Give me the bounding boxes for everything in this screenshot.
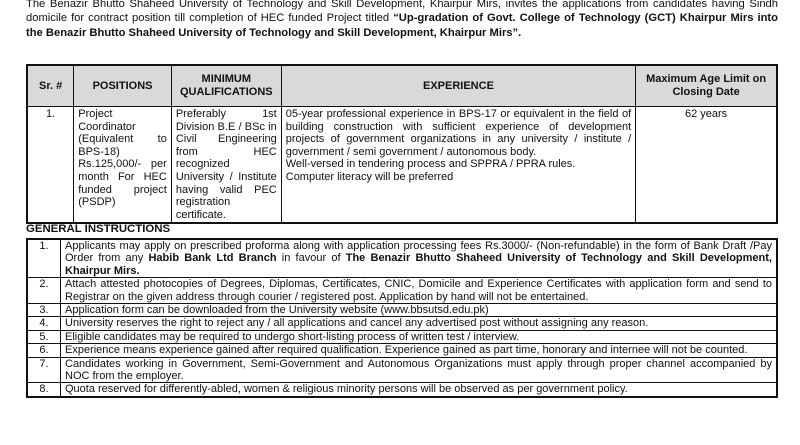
instruction-number: 5. <box>27 330 61 343</box>
experience-line-3: Computer literacy will be preferred <box>285 170 454 183</box>
intro-paragraph <box>26 0 778 40</box>
instruction-number: 1. <box>27 239 61 278</box>
instruction-number: 3. <box>27 304 61 317</box>
intro-text: The Benazir Bhutto Shaheed University of Technology and Skill Development, Khairpur Mirs, invites the applications from candidates having Sindh domicile for contract position till completion of HEC funded Project titled <box>26 0 778 25</box>
instruction-number: 2. <box>27 278 61 304</box>
experience-line-2: Well-versed in tendering process and SPPRA / PPRA rules. <box>285 158 576 171</box>
project-title: “Up-gradation of Govt. College of Technology (GCT) Khairpur Mirs into the Benazir Bhutto Shaheed University of Technology and Skill Development, Khairpur Mirs”. <box>26 12 778 39</box>
instruction-row <box>27 330 777 343</box>
instruction-text: Eligible candidates may be required to undergo short-listing process of written test / interview. <box>61 330 778 343</box>
experience-line-1: 05-year professional experience in BPS-17 or equivalent in the field of building construction with sufficient experience of development projects of government organizations in any university / institute / government / semi government / autonomous body. <box>285 108 632 158</box>
instruction-row <box>27 383 777 397</box>
position-qualification: Preferably 1st Division B.E / BSc in Civil Engineering from HEC recognized University / Institute having valid PEC registration certificate. <box>171 107 281 224</box>
position-age-limit: 62 years <box>636 107 777 224</box>
header-sr: Sr. # <box>27 65 74 107</box>
instruction-text: Experience means experience gained after required qualification. Experience gained as part time, honorary and internee will not be counted. <box>61 344 778 357</box>
position-experience <box>281 107 635 224</box>
instruction-row <box>27 239 777 278</box>
instruction-text: University reserves the right to reject any / all applications and cancel any advertised post without assigning any reason. <box>61 317 778 330</box>
instruction-1-university: The Benazir Bhutto Shaheed University of Technology and Skill Development, Khairpur Mirs. <box>65 252 772 277</box>
instruction-row <box>27 344 777 357</box>
instruction-row <box>27 357 777 383</box>
instruction-1-part-2: in favour of <box>276 252 346 265</box>
instruction-row <box>27 278 777 304</box>
positions-header-row <box>27 65 777 107</box>
header-age-limit: Maximum Age Limit on Closing Date <box>636 65 777 107</box>
instruction-row <box>27 317 777 330</box>
instruction-text: Candidates working in Government, Semi-Government and Autonomous Organizations must apply through proper channel accompanied by NOC from the employer. <box>61 357 778 383</box>
instruction-text: Quota reserved for differently-abled, women & religious minority persons will be observed as per government policy. <box>61 383 778 397</box>
instruction-number: 7. <box>27 357 61 383</box>
position-name: Project Coordinator (Equivalent to BPS-18) Rs.125,000/- per month For HEC funded project (PSDP) <box>74 107 172 224</box>
instruction-text: Application form can be downloaded from the University website (www.bbsutsd.edu.pk) <box>61 304 778 317</box>
general-instructions-title: GENERAL INSTRUCTIONS <box>26 223 171 235</box>
instruction-number: 6. <box>27 344 61 357</box>
general-instructions-table <box>26 238 778 398</box>
instruction-number: 4. <box>27 317 61 330</box>
header-experience: EXPERIENCE <box>281 65 635 107</box>
header-positions: POSITIONS <box>74 65 172 107</box>
instruction-1-part-1: Applicants may apply on prescribed proforma along with application processing fees Rs.3000/- (Non-refundable) in the form of Bank Draft /Pay Order from any <box>65 240 772 265</box>
position-sr: 1. <box>27 107 74 224</box>
instruction-text <box>61 239 778 278</box>
instruction-row <box>27 304 777 317</box>
instruction-text: Attach attested photocopies of Degrees, Diplomas, Certificates, CNIC, Domicile and Experience Certificates with application form and send to Registrar on the given address through courier / registered post. Application by hand will not be entertained. <box>61 278 778 304</box>
positions-table <box>26 64 778 224</box>
instruction-1-bank: Habib Bank Ltd Branch <box>148 252 277 265</box>
instruction-number: 8. <box>27 383 61 397</box>
position-row <box>27 107 777 224</box>
header-qualifications: MINIMUM QUALIFICATIONS <box>171 65 281 107</box>
